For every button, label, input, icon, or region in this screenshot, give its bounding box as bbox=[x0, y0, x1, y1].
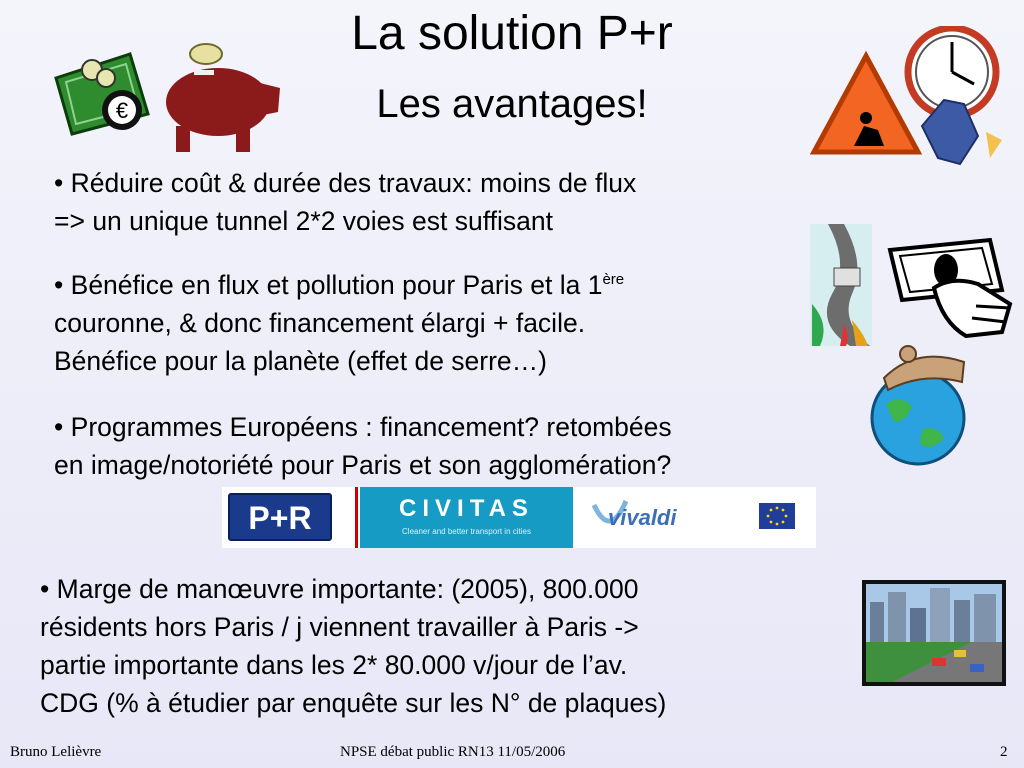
piggy-bank-icon bbox=[158, 36, 284, 154]
bullet-benefit-flux bbox=[54, 266, 814, 380]
bullet-cost-duration bbox=[54, 164, 824, 240]
pr-logo-box bbox=[228, 493, 332, 541]
bullet-line: CDG (% à étudier par enquête sur les N° de plaques) bbox=[40, 688, 667, 718]
eu-logo bbox=[738, 487, 816, 548]
civitas-logo-tagline: Cleaner and better transport in cities bbox=[402, 527, 531, 536]
bullet-line: partie importante dans les 2* 80.000 v/jour de l’av. bbox=[40, 650, 628, 680]
slide-subtitle: Les avantages! bbox=[376, 82, 648, 126]
bullet-line: => un unique tunnel 2*2 voies est suffisant bbox=[54, 206, 553, 236]
earth-globe-icon bbox=[866, 342, 974, 466]
bullet-line: en image/notoriété pour Paris et son agglomération? bbox=[54, 450, 672, 480]
vivaldi-logo-name: vivaldi bbox=[608, 505, 677, 530]
civitas-logo bbox=[360, 487, 573, 548]
bullet-line: • Programmes Européens : financement? retombées bbox=[54, 412, 672, 442]
bullet-line: couronne, & donc financement élargi + facile. bbox=[54, 308, 586, 338]
bullet-line: résidents hors Paris / j viennent travailler à Paris -> bbox=[40, 612, 639, 642]
superscript-ere: ère bbox=[602, 271, 625, 289]
hand-money-icon bbox=[882, 236, 1016, 338]
city-traffic-icon bbox=[862, 580, 1006, 686]
svg-text:€: € bbox=[115, 98, 129, 123]
eu-flag-icon bbox=[759, 503, 795, 529]
bullet-line: Bénéfice pour la planète (effet de serre…) bbox=[54, 346, 547, 376]
footer-page-number: 2 bbox=[1000, 744, 1008, 760]
bullet-european-programs bbox=[54, 408, 864, 484]
bullet-line: • Marge de manœuvre importante: (2005), 800.000 bbox=[40, 574, 639, 604]
bullet-line-text: • Bénéfice en flux et pollution pour Paris et la 1 bbox=[54, 270, 603, 300]
pr-logo-text: P+R bbox=[248, 500, 312, 536]
logo-divider bbox=[355, 487, 358, 548]
bullet-margin-maneuver bbox=[40, 570, 860, 722]
slide-title: La solution P+r bbox=[351, 7, 673, 60]
road-pollution-icon bbox=[810, 224, 872, 346]
bullet-line: • Réduire coût & durée des travaux: moins de flux bbox=[54, 168, 637, 198]
civitas-logo-name: CIVITAS bbox=[399, 495, 534, 522]
money-euro-icon bbox=[52, 48, 152, 136]
vivaldi-logo bbox=[578, 487, 733, 548]
footer-event: NPSE débat public RN13 11/05/2006 bbox=[340, 744, 566, 760]
footer-author: Bruno Lelièvre bbox=[10, 744, 102, 760]
bullet-line bbox=[54, 266, 814, 304]
construction-clock-icon bbox=[810, 26, 1006, 166]
pr-logo bbox=[222, 487, 340, 548]
